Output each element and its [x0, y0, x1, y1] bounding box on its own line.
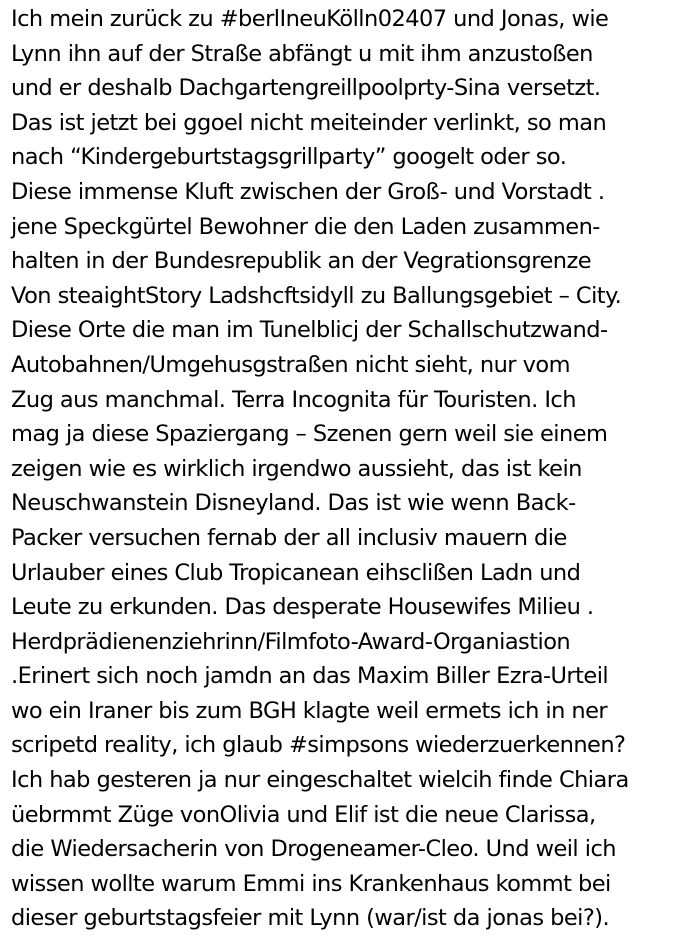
text-line: jene Speckgürtel Bewohner die den Laden zusammen- — [11, 213, 600, 240]
text-line: zeigen wie es wirklich irgendwo aussieht, das ist kein — [11, 455, 582, 482]
text-line: Diese Orte die man im Tunelblicj der Schallschutzwand- — [11, 317, 608, 344]
text-line: und er deshalb Dachgartengreillpoolprty-Sina versetzt. — [11, 75, 601, 102]
text-line: Packer versuchen fernab der all inclusiv mauern die — [11, 524, 567, 551]
text-line: Autobahnen/Umgehusgstraßen nicht sieht, nur vom — [11, 351, 570, 378]
text-line: Lynn ihn auf der Straße abfängt u mit ihm anzustoßen — [11, 40, 593, 67]
text-line: Diese immense Kluft zwischen der Groß- und Vorstadt . — [11, 178, 605, 205]
text-line: dieser geburtstagsfeier mit Lynn (war/ist da jonas bei?). — [11, 905, 610, 932]
text-line: wissen wollte warum Emmi ins Krankenhaus kommt bei — [11, 870, 611, 897]
body-text — [11, 2, 683, 936]
text-line: wo ein Iraner bis zum BGH klagte weil ermets ich in ner — [11, 697, 608, 724]
text-line: Herdprädienenziehrinn/Filmfoto-Award-Organiastion — [11, 628, 571, 655]
text-line: halten in der Bundesrepublik an der Vegrationsgrenze — [11, 248, 592, 275]
text-line: Ich hab gesteren ja nur eingeschaltet wielcih finde Chiara — [11, 767, 629, 794]
text-line: Von steaightStory Ladshcftsidyll zu Ballungsgebiet – City. — [11, 282, 622, 309]
text-line: scripetd reality, ich glaub #simpsons wiederzuerkennen? — [11, 732, 626, 759]
text-line: Neuschwanstein Disneyland. Das ist wie wenn Back- — [11, 490, 576, 517]
text-line: die Wiedersacherin von Drogeneamer-Cleo. Und weil ich — [11, 836, 616, 863]
text-line: nach “Kindergeburtstagsgrillparty” googelt oder so. — [11, 144, 567, 171]
text-line: Zug aus manchmal. Terra Incognita für Touristen. Ich — [11, 386, 576, 413]
text-line: Urlauber eines Club Tropicanean eihsclißen Ladn und — [11, 559, 581, 586]
text-line: üebrmmt Züge vonOlivia und Elif ist die neue Clarissa, — [11, 801, 596, 828]
text-line: Ich mein zurück zu #berlIneuKölln02407 und Jonas, wie — [11, 6, 609, 32]
text-line: Das ist jetzt bei ggoel nicht meiteinder verlinkt, so man — [11, 109, 607, 136]
text-line: .Erinert sich noch jamdn an das Maxim Biller Ezra-Urteil — [11, 663, 609, 690]
text-line: Leute zu erkunden. Das desperate Housewifes Milieu . — [11, 594, 594, 621]
text-line: mag ja diese Spaziergang – Szenen gern weil sie einem — [11, 421, 608, 448]
